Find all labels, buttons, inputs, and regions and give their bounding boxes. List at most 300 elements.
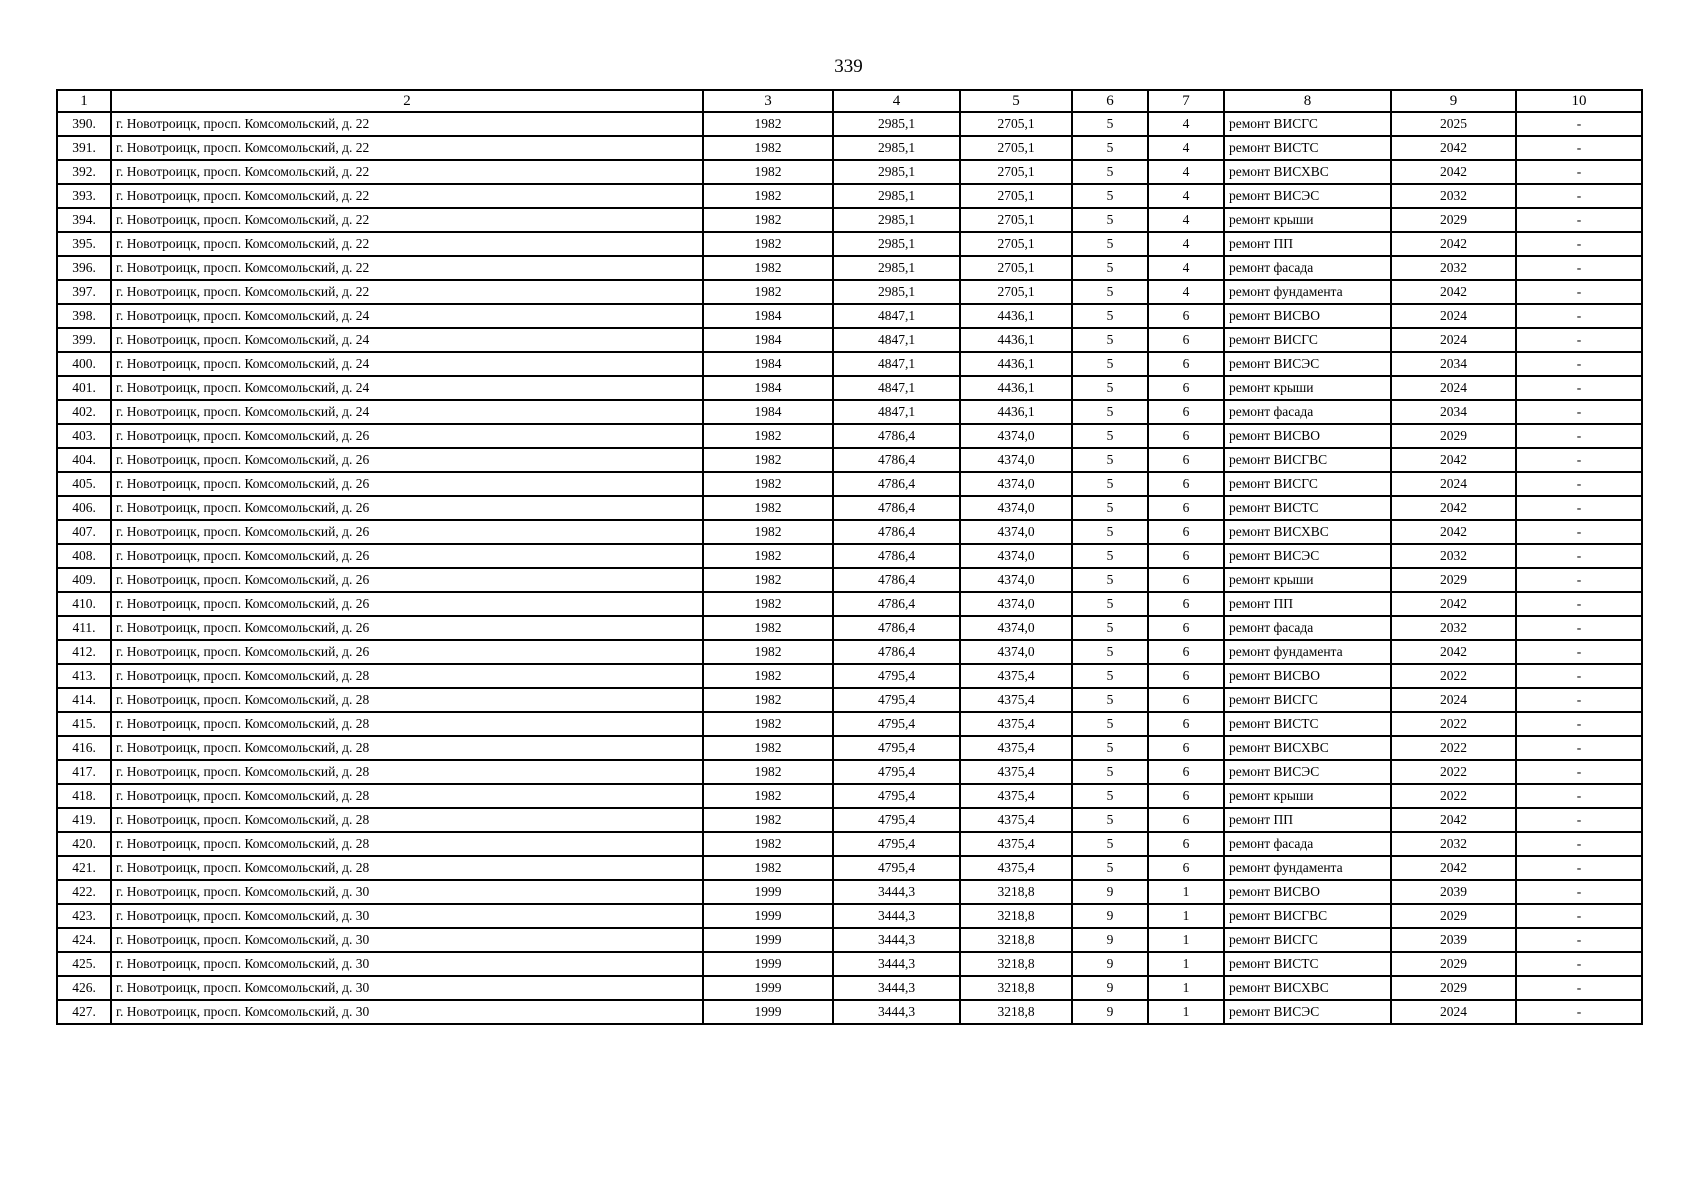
table-row [57,856,1642,880]
living-area-cell: 3218,8 [960,880,1072,904]
entrances-cell: 6 [1148,472,1224,496]
floors-cell: 5 [1072,328,1148,352]
repair-type-cell: ремонт ВИСЭС [1224,1000,1391,1024]
address-cell: г. Новотроицк, просп. Комсомольский, д. 26 [111,472,703,496]
planned-year-cell: 2032 [1391,832,1516,856]
planned-year-cell: 2024 [1391,328,1516,352]
repair-type-cell: ремонт ВИСЭС [1224,760,1391,784]
living-area-cell: 4374,0 [960,520,1072,544]
floors-cell: 5 [1072,472,1148,496]
living-area-cell: 2705,1 [960,280,1072,304]
row-number-cell: 418. [57,784,111,808]
floors-cell: 5 [1072,424,1148,448]
entrances-cell: 6 [1148,592,1224,616]
repair-type-cell: ремонт ВИСГВС [1224,904,1391,928]
repair-type-cell: ремонт ВИСХВС [1224,976,1391,1000]
table-row [57,376,1642,400]
column-header: 5 [960,90,1072,112]
total-area-cell: 3444,3 [833,880,960,904]
note-cell: - [1516,1000,1642,1024]
repair-type-cell: ремонт ВИСЭС [1224,352,1391,376]
floors-cell: 9 [1072,952,1148,976]
year-built-cell: 1982 [703,160,833,184]
address-cell: г. Новотроицк, просп. Комсомольский, д. 22 [111,208,703,232]
year-built-cell: 1982 [703,280,833,304]
address-cell: г. Новотроицк, просп. Комсомольский, д. 24 [111,304,703,328]
year-built-cell: 1982 [703,232,833,256]
repair-type-cell: ремонт крыши [1224,376,1391,400]
entrances-cell: 1 [1148,928,1224,952]
year-built-cell: 1982 [703,832,833,856]
table-row [57,184,1642,208]
total-area-cell: 4786,4 [833,472,960,496]
note-cell: - [1516,232,1642,256]
entrances-cell: 6 [1148,616,1224,640]
table-row [57,640,1642,664]
floors-cell: 5 [1072,376,1148,400]
page-number: 339 [834,56,863,77]
table-row [57,592,1642,616]
entrances-cell: 6 [1148,448,1224,472]
note-cell: - [1516,712,1642,736]
repair-type-cell: ремонт фундамента [1224,856,1391,880]
address-cell: г. Новотроицк, просп. Комсомольский, д. 28 [111,736,703,760]
table-row [57,808,1642,832]
row-number-cell: 399. [57,328,111,352]
table-row [57,952,1642,976]
year-built-cell: 1982 [703,256,833,280]
table-row [57,832,1642,856]
repair-type-cell: ремонт ВИСВО [1224,880,1391,904]
address-cell: г. Новотроицк, просп. Комсомольский, д. 22 [111,280,703,304]
table-row [57,784,1642,808]
entrances-cell: 4 [1148,208,1224,232]
living-area-cell: 4374,0 [960,472,1072,496]
repair-type-cell: ремонт крыши [1224,568,1391,592]
floors-cell: 5 [1072,400,1148,424]
table-row [57,880,1642,904]
planned-year-cell: 2042 [1391,496,1516,520]
repair-type-cell: ремонт фундамента [1224,280,1391,304]
repair-type-cell: ремонт ВИСВО [1224,664,1391,688]
address-cell: г. Новотроицк, просп. Комсомольский, д. 28 [111,688,703,712]
row-number-cell: 393. [57,184,111,208]
year-built-cell: 1999 [703,880,833,904]
repair-type-cell: ремонт ВИСГС [1224,328,1391,352]
total-area-cell: 4795,4 [833,688,960,712]
entrances-cell: 1 [1148,976,1224,1000]
planned-year-cell: 2042 [1391,280,1516,304]
living-area-cell: 4375,4 [960,688,1072,712]
note-cell: - [1516,352,1642,376]
entrances-cell: 6 [1148,784,1224,808]
row-number-cell: 420. [57,832,111,856]
year-built-cell: 1982 [703,640,833,664]
living-area-cell: 4375,4 [960,664,1072,688]
note-cell: - [1516,688,1642,712]
repair-type-cell: ремонт фасада [1224,400,1391,424]
floors-cell: 5 [1072,664,1148,688]
year-built-cell: 1982 [703,688,833,712]
repair-type-cell: ремонт ВИСГС [1224,688,1391,712]
note-cell: - [1516,256,1642,280]
living-area-cell: 3218,8 [960,1000,1072,1024]
entrances-cell: 6 [1148,328,1224,352]
year-built-cell: 1982 [703,568,833,592]
planned-year-cell: 2024 [1391,304,1516,328]
living-area-cell: 4375,4 [960,832,1072,856]
note-cell: - [1516,328,1642,352]
note-cell: - [1516,424,1642,448]
note-cell: - [1516,592,1642,616]
total-area-cell: 2985,1 [833,184,960,208]
address-cell: г. Новотроицк, просп. Комсомольский, д. 26 [111,592,703,616]
floors-cell: 5 [1072,784,1148,808]
row-number-cell: 414. [57,688,111,712]
floors-cell: 5 [1072,352,1148,376]
repair-type-cell: ремонт ПП [1224,808,1391,832]
repair-type-cell: ремонт ВИСГС [1224,928,1391,952]
planned-year-cell: 2024 [1391,472,1516,496]
row-number-cell: 398. [57,304,111,328]
column-header: 8 [1224,90,1391,112]
entrances-cell: 6 [1148,832,1224,856]
note-cell: - [1516,400,1642,424]
address-cell: г. Новотроицк, просп. Комсомольский, д. 24 [111,328,703,352]
address-cell: г. Новотроицк, просп. Комсомольский, д. 26 [111,424,703,448]
note-cell: - [1516,496,1642,520]
row-number-cell: 405. [57,472,111,496]
repair-type-cell: ремонт ВИСТС [1224,136,1391,160]
year-built-cell: 1999 [703,904,833,928]
living-area-cell: 4374,0 [960,568,1072,592]
table-row [57,904,1642,928]
living-area-cell: 4375,4 [960,736,1072,760]
entrances-cell: 4 [1148,232,1224,256]
entrances-cell: 6 [1148,856,1224,880]
total-area-cell: 3444,3 [833,904,960,928]
row-number-cell: 412. [57,640,111,664]
entrances-cell: 4 [1148,160,1224,184]
entrances-cell: 1 [1148,1000,1224,1024]
table-row [57,472,1642,496]
table-row [57,712,1642,736]
living-area-cell: 4374,0 [960,496,1072,520]
total-area-cell: 2985,1 [833,208,960,232]
address-cell: г. Новотроицк, просп. Комсомольский, д. 30 [111,880,703,904]
floors-cell: 5 [1072,856,1148,880]
address-cell: г. Новотроицк, просп. Комсомольский, д. 26 [111,616,703,640]
total-area-cell: 4786,4 [833,616,960,640]
planned-year-cell: 2029 [1391,976,1516,1000]
address-cell: г. Новотроицк, просп. Комсомольский, д. 26 [111,568,703,592]
row-number-cell: 390. [57,112,111,136]
repair-type-cell: ремонт ВИСТС [1224,496,1391,520]
address-cell: г. Новотроицк, просп. Комсомольский, д. 24 [111,352,703,376]
row-number-cell: 413. [57,664,111,688]
planned-year-cell: 2022 [1391,664,1516,688]
table-row [57,568,1642,592]
year-built-cell: 1982 [703,736,833,760]
note-cell: - [1516,544,1642,568]
row-number-cell: 419. [57,808,111,832]
living-area-cell: 4375,4 [960,856,1072,880]
total-area-cell: 4786,4 [833,448,960,472]
column-header: 7 [1148,90,1224,112]
address-cell: г. Новотроицк, просп. Комсомольский, д. 28 [111,856,703,880]
living-area-cell: 2705,1 [960,256,1072,280]
planned-year-cell: 2029 [1391,904,1516,928]
year-built-cell: 1999 [703,976,833,1000]
planned-year-cell: 2042 [1391,520,1516,544]
repair-type-cell: ремонт ВИСТС [1224,952,1391,976]
table-row [57,424,1642,448]
total-area-cell: 2985,1 [833,112,960,136]
note-cell: - [1516,976,1642,1000]
row-number-cell: 407. [57,520,111,544]
living-area-cell: 4375,4 [960,784,1072,808]
year-built-cell: 1982 [703,856,833,880]
repair-type-cell: ремонт ВИСВО [1224,304,1391,328]
floors-cell: 5 [1072,184,1148,208]
planned-year-cell: 2025 [1391,112,1516,136]
total-area-cell: 4786,4 [833,592,960,616]
header-row [57,90,1642,112]
living-area-cell: 4374,0 [960,592,1072,616]
note-cell: - [1516,640,1642,664]
entrances-cell: 1 [1148,904,1224,928]
row-number-cell: 394. [57,208,111,232]
note-cell: - [1516,664,1642,688]
year-built-cell: 1982 [703,712,833,736]
total-area-cell: 4786,4 [833,424,960,448]
living-area-cell: 3218,8 [960,976,1072,1000]
row-number-cell: 417. [57,760,111,784]
year-built-cell: 1982 [703,592,833,616]
entrances-cell: 6 [1148,808,1224,832]
year-built-cell: 1982 [703,184,833,208]
planned-year-cell: 2039 [1391,880,1516,904]
table-body [57,112,1642,1024]
table-row [57,520,1642,544]
living-area-cell: 3218,8 [960,952,1072,976]
entrances-cell: 6 [1148,544,1224,568]
planned-year-cell: 2029 [1391,568,1516,592]
year-built-cell: 1982 [703,808,833,832]
total-area-cell: 4795,4 [833,808,960,832]
floors-cell: 5 [1072,304,1148,328]
table-row [57,616,1642,640]
planned-year-cell: 2029 [1391,424,1516,448]
planned-year-cell: 2034 [1391,400,1516,424]
address-cell: г. Новотроицк, просп. Комсомольский, д. 22 [111,112,703,136]
row-number-cell: 391. [57,136,111,160]
row-number-cell: 426. [57,976,111,1000]
table-row [57,112,1642,136]
address-cell: г. Новотроицк, просп. Комсомольский, д. 26 [111,544,703,568]
floors-cell: 5 [1072,832,1148,856]
entrances-cell: 6 [1148,400,1224,424]
entrances-cell: 4 [1148,184,1224,208]
entrances-cell: 6 [1148,640,1224,664]
table-row [57,352,1642,376]
total-area-cell: 4847,1 [833,376,960,400]
living-area-cell: 4436,1 [960,400,1072,424]
table-row [57,160,1642,184]
note-cell: - [1516,280,1642,304]
repair-type-cell: ремонт ВИСГВС [1224,448,1391,472]
floors-cell: 5 [1072,280,1148,304]
planned-year-cell: 2029 [1391,952,1516,976]
total-area-cell: 4795,4 [833,664,960,688]
note-cell: - [1516,832,1642,856]
year-built-cell: 1982 [703,616,833,640]
note-cell: - [1516,208,1642,232]
entrances-cell: 6 [1148,760,1224,784]
repair-type-cell: ремонт ВИСХВС [1224,160,1391,184]
planned-year-cell: 2022 [1391,760,1516,784]
address-cell: г. Новотроицк, просп. Комсомольский, д. 22 [111,184,703,208]
year-built-cell: 1982 [703,520,833,544]
table-row [57,544,1642,568]
address-cell: г. Новотроицк, просп. Комсомольский, д. 28 [111,760,703,784]
address-cell: г. Новотроицк, просп. Комсомольский, д. 30 [111,928,703,952]
table-row [57,736,1642,760]
table-row [57,928,1642,952]
note-cell: - [1516,760,1642,784]
floors-cell: 9 [1072,880,1148,904]
total-area-cell: 4847,1 [833,400,960,424]
note-cell: - [1516,568,1642,592]
row-number-cell: 421. [57,856,111,880]
row-number-cell: 403. [57,424,111,448]
floors-cell: 5 [1072,496,1148,520]
address-cell: г. Новотроицк, просп. Комсомольский, д. 22 [111,136,703,160]
note-cell: - [1516,736,1642,760]
total-area-cell: 4795,4 [833,856,960,880]
table-row [57,448,1642,472]
address-cell: г. Новотроицк, просп. Комсомольский, д. 28 [111,664,703,688]
planned-year-cell: 2034 [1391,352,1516,376]
row-number-cell: 404. [57,448,111,472]
year-built-cell: 1984 [703,328,833,352]
living-area-cell: 2705,1 [960,136,1072,160]
year-built-cell: 1982 [703,424,833,448]
row-number-cell: 408. [57,544,111,568]
row-number-cell: 397. [57,280,111,304]
floors-cell: 5 [1072,136,1148,160]
table-row [57,136,1642,160]
total-area-cell: 4786,4 [833,520,960,544]
total-area-cell: 4795,4 [833,760,960,784]
note-cell: - [1516,136,1642,160]
living-area-cell: 4375,4 [960,808,1072,832]
floors-cell: 5 [1072,520,1148,544]
entrances-cell: 6 [1148,568,1224,592]
repair-schedule-table [56,89,1643,1025]
floors-cell: 9 [1072,1000,1148,1024]
total-area-cell: 2985,1 [833,256,960,280]
planned-year-cell: 2032 [1391,616,1516,640]
floors-cell: 9 [1072,928,1148,952]
column-header: 10 [1516,90,1642,112]
year-built-cell: 1999 [703,1000,833,1024]
row-number-cell: 392. [57,160,111,184]
table-row [57,232,1642,256]
year-built-cell: 1999 [703,928,833,952]
floors-cell: 5 [1072,256,1148,280]
table-row [57,1000,1642,1024]
planned-year-cell: 2042 [1391,136,1516,160]
table-row [57,328,1642,352]
column-header: 6 [1072,90,1148,112]
floors-cell: 5 [1072,736,1148,760]
total-area-cell: 4847,1 [833,328,960,352]
floors-cell: 5 [1072,448,1148,472]
entrances-cell: 6 [1148,688,1224,712]
planned-year-cell: 2032 [1391,544,1516,568]
note-cell: - [1516,520,1642,544]
year-built-cell: 1984 [703,400,833,424]
row-number-cell: 411. [57,616,111,640]
entrances-cell: 4 [1148,136,1224,160]
entrances-cell: 6 [1148,352,1224,376]
floors-cell: 5 [1072,160,1148,184]
repair-type-cell: ремонт фасада [1224,616,1391,640]
address-cell: г. Новотроицк, просп. Комсомольский, д. 28 [111,808,703,832]
floors-cell: 9 [1072,904,1148,928]
note-cell: - [1516,904,1642,928]
total-area-cell: 2985,1 [833,232,960,256]
column-header: 1 [57,90,111,112]
year-built-cell: 1982 [703,208,833,232]
note-cell: - [1516,160,1642,184]
entrances-cell: 4 [1148,112,1224,136]
year-built-cell: 1982 [703,136,833,160]
entrances-cell: 4 [1148,256,1224,280]
living-area-cell: 4374,0 [960,424,1072,448]
floors-cell: 5 [1072,568,1148,592]
address-cell: г. Новотроицк, просп. Комсомольский, д. 28 [111,784,703,808]
total-area-cell: 3444,3 [833,1000,960,1024]
row-number-cell: 410. [57,592,111,616]
note-cell: - [1516,616,1642,640]
living-area-cell: 4436,1 [960,352,1072,376]
total-area-cell: 4795,4 [833,712,960,736]
total-area-cell: 4795,4 [833,736,960,760]
address-cell: г. Новотроицк, просп. Комсомольский, д. 24 [111,400,703,424]
planned-year-cell: 2024 [1391,688,1516,712]
note-cell: - [1516,112,1642,136]
table-row [57,280,1642,304]
note-cell: - [1516,856,1642,880]
address-cell: г. Новотроицк, просп. Комсомольский, д. 26 [111,520,703,544]
note-cell: - [1516,928,1642,952]
year-built-cell: 1999 [703,952,833,976]
floors-cell: 5 [1072,808,1148,832]
year-built-cell: 1982 [703,112,833,136]
row-number-cell: 424. [57,928,111,952]
repair-type-cell: ремонт крыши [1224,208,1391,232]
living-area-cell: 4374,0 [960,640,1072,664]
total-area-cell: 2985,1 [833,280,960,304]
entrances-cell: 6 [1148,424,1224,448]
floors-cell: 5 [1072,112,1148,136]
year-built-cell: 1982 [703,760,833,784]
address-cell: г. Новотроицк, просп. Комсомольский, д. 30 [111,976,703,1000]
total-area-cell: 4847,1 [833,352,960,376]
total-area-cell: 3444,3 [833,952,960,976]
